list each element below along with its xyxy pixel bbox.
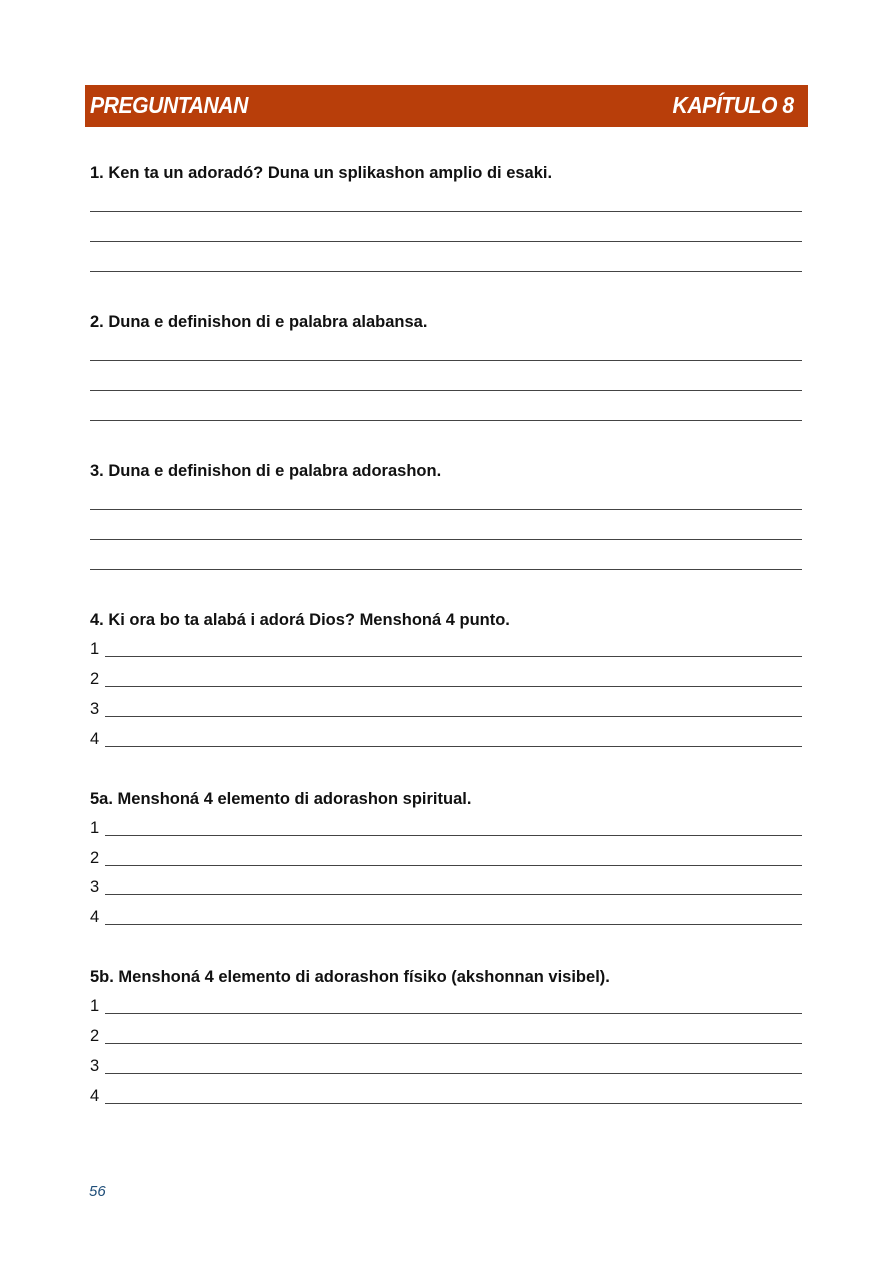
numbered-answer-row[interactable] [90, 819, 802, 839]
question-5b: 5b. Menshoná 4 elemento di adorashon físiko (akshonnan visibel). [90, 968, 610, 986]
item-number: 4 [90, 908, 100, 926]
answer-line[interactable] [105, 686, 802, 687]
answer-line[interactable] [105, 1073, 802, 1074]
answer-line[interactable] [105, 1043, 802, 1044]
numbered-answer-row[interactable] [90, 997, 802, 1017]
question-2: 2. Duna e definishon di e palabra alabansa. [90, 313, 428, 331]
answer-line[interactable] [105, 894, 802, 895]
question-4: 4. Ki ora bo ta alabá i adorá Dios? Menshoná 4 punto. [90, 611, 510, 629]
section-title: PREGUNTANAN [90, 92, 248, 118]
answer-line[interactable] [105, 865, 802, 866]
answer-line[interactable] [105, 746, 802, 747]
numbered-answer-row[interactable] [90, 849, 802, 869]
chapter-header-banner [85, 85, 808, 127]
item-number: 3 [90, 1057, 100, 1075]
answer-line[interactable] [105, 924, 802, 925]
numbered-answer-row[interactable] [90, 1027, 802, 1047]
item-number: 2 [90, 670, 100, 688]
answer-line[interactable] [90, 420, 802, 421]
item-number: 4 [90, 730, 100, 748]
numbered-answer-row[interactable] [90, 640, 802, 660]
answer-line[interactable] [90, 509, 802, 510]
item-number: 1 [90, 640, 100, 658]
numbered-answer-row[interactable] [90, 908, 802, 928]
question-1: 1. Ken ta un adoradó? Duna un splikashon amplio di esaki. [90, 164, 553, 182]
answer-line[interactable] [105, 716, 802, 717]
numbered-answer-row[interactable] [90, 1057, 802, 1077]
numbered-answer-row[interactable] [90, 700, 802, 720]
answer-line[interactable] [105, 1103, 802, 1104]
answer-line[interactable] [90, 241, 802, 242]
answer-line[interactable] [90, 390, 802, 391]
question-5a: 5a. Menshoná 4 elemento di adorashon spiritual. [90, 790, 472, 808]
item-number: 1 [90, 819, 100, 837]
item-number: 2 [90, 1027, 100, 1045]
item-number: 2 [90, 849, 100, 867]
numbered-answer-row[interactable] [90, 878, 802, 898]
answer-line[interactable] [90, 271, 802, 272]
question-3: 3. Duna e definishon di e palabra adorashon. [90, 462, 442, 480]
answer-line[interactable] [105, 835, 802, 836]
item-number: 1 [90, 997, 100, 1015]
numbered-answer-row[interactable] [90, 1087, 802, 1107]
item-number: 3 [90, 878, 100, 896]
numbered-answer-row[interactable] [90, 730, 802, 750]
page-number: 56 [89, 1183, 106, 1200]
numbered-answer-row[interactable] [90, 670, 802, 690]
answer-line[interactable] [105, 656, 802, 657]
item-number: 3 [90, 700, 100, 718]
answer-line[interactable] [90, 360, 802, 361]
answer-line[interactable] [90, 539, 802, 540]
answer-line[interactable] [90, 569, 802, 570]
answer-line[interactable] [105, 1013, 802, 1014]
chapter-title: KAPÍTULO 8 [672, 92, 794, 118]
item-number: 4 [90, 1087, 100, 1105]
answer-line[interactable] [90, 211, 802, 212]
